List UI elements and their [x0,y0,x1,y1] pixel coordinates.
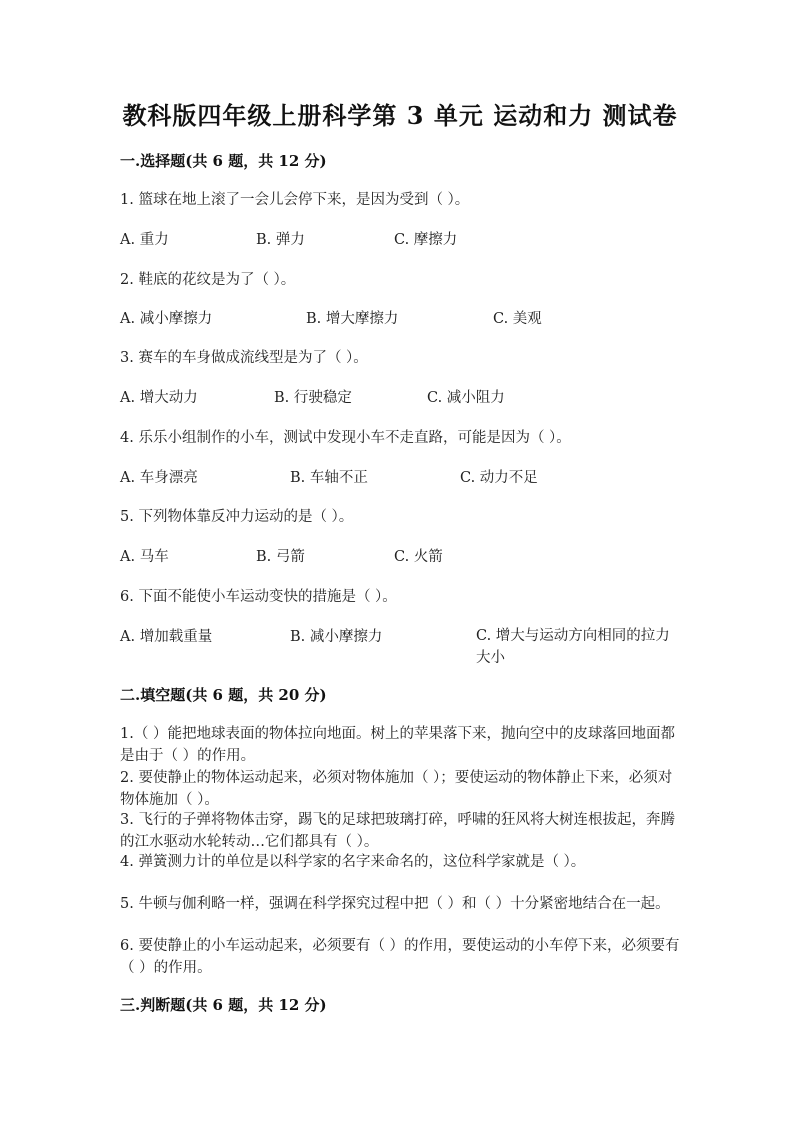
option-b: B. 减小摩擦力 [290,629,383,645]
option-c: C. 火箭 [394,549,443,565]
option-c: C. 摩擦力 [394,232,458,248]
question-stem: 4. 乐乐小组制作的小车，测试中发现小车不走直路，可能是因为（ ）。 [120,430,571,446]
option-b: B. 车轴不正 [290,470,368,486]
option-a: A. 重力 [120,232,169,248]
option-a: A. 增加载重量 [120,629,213,645]
section-heading-judge: 三.判断题(共 6 题，共 12 分) [120,996,327,1014]
option-b: B. 弓箭 [256,549,305,565]
option-b: B. 行驶稳定 [274,390,352,406]
option-c: C. 美观 [493,311,542,327]
fill-question: 2. 要使静止的物体运动起来，必须对物体施加（ ）；要使运动的物体静止下来，必须对物体施加（ ）。 [120,770,673,808]
fill-question: 5. 牛顿与伽利略一样，强调在科学探究过程中把（ ）和（ ）十分紧密地结合在一起。 [120,896,670,912]
fill-question: 6. 要使静止的小车运动起来，必须要有（ ）的作用，要使运动的小车停下来，必须要有（ ）的作用。 [120,938,680,976]
question-stem: 3. 赛车的车身做成流线型是为了（ ）。 [120,350,368,366]
option-a: A. 增大动力 [120,390,198,406]
option-a: A. 减小摩擦力 [120,311,213,327]
page-title: 教科版四年级上册科学第 3 单元 运动和力 测试卷 [122,101,678,130]
section-heading-fill: 二.填空题(共 6 题，共 20 分) [120,686,327,704]
question-stem: 1. 篮球在地上滚了一会儿会停下来，是因为受到（ ）。 [120,192,470,208]
option-b: B. 增大摩擦力 [306,311,399,327]
option-c: C. 减小阻力 [427,390,505,406]
option-c: C. 动力不足 [460,470,538,486]
section-heading-choice: 一.选择题(共 6 题，共 12 分) [120,152,327,170]
option-a: A. 马车 [120,549,169,565]
option-b: B. 弹力 [256,232,305,248]
fill-question: 1.（ ）能把地球表面的物体拉向地面。树上的苹果落下来，抛向空中的皮球落回地面都是由于（ ）的作用。 [120,726,675,764]
question-stem: 2. 鞋底的花纹是为了（ ）。 [120,272,296,288]
fill-question: 4. 弹簧测力计的单位是以科学家的名字来命名的，这位科学家就是（ ）。 [120,854,586,870]
fill-question: 3. 飞行的子弹将物体击穿，踢飞的足球把玻璃打碎，呼啸的狂风将大树连根拔起，奔腾的江水驱动水轮转动…它们都具有（ ）。 [120,812,675,850]
question-stem: 5. 下列物体靠反冲力运动的是（ ）。 [120,509,354,525]
option-c: C. 增大与运动方向相同的拉力大小 [476,628,670,666]
option-a: A. 车身漂亮 [120,470,198,486]
question-stem: 6. 下面不能使小车运动变快的措施是（ ）。 [120,589,397,605]
